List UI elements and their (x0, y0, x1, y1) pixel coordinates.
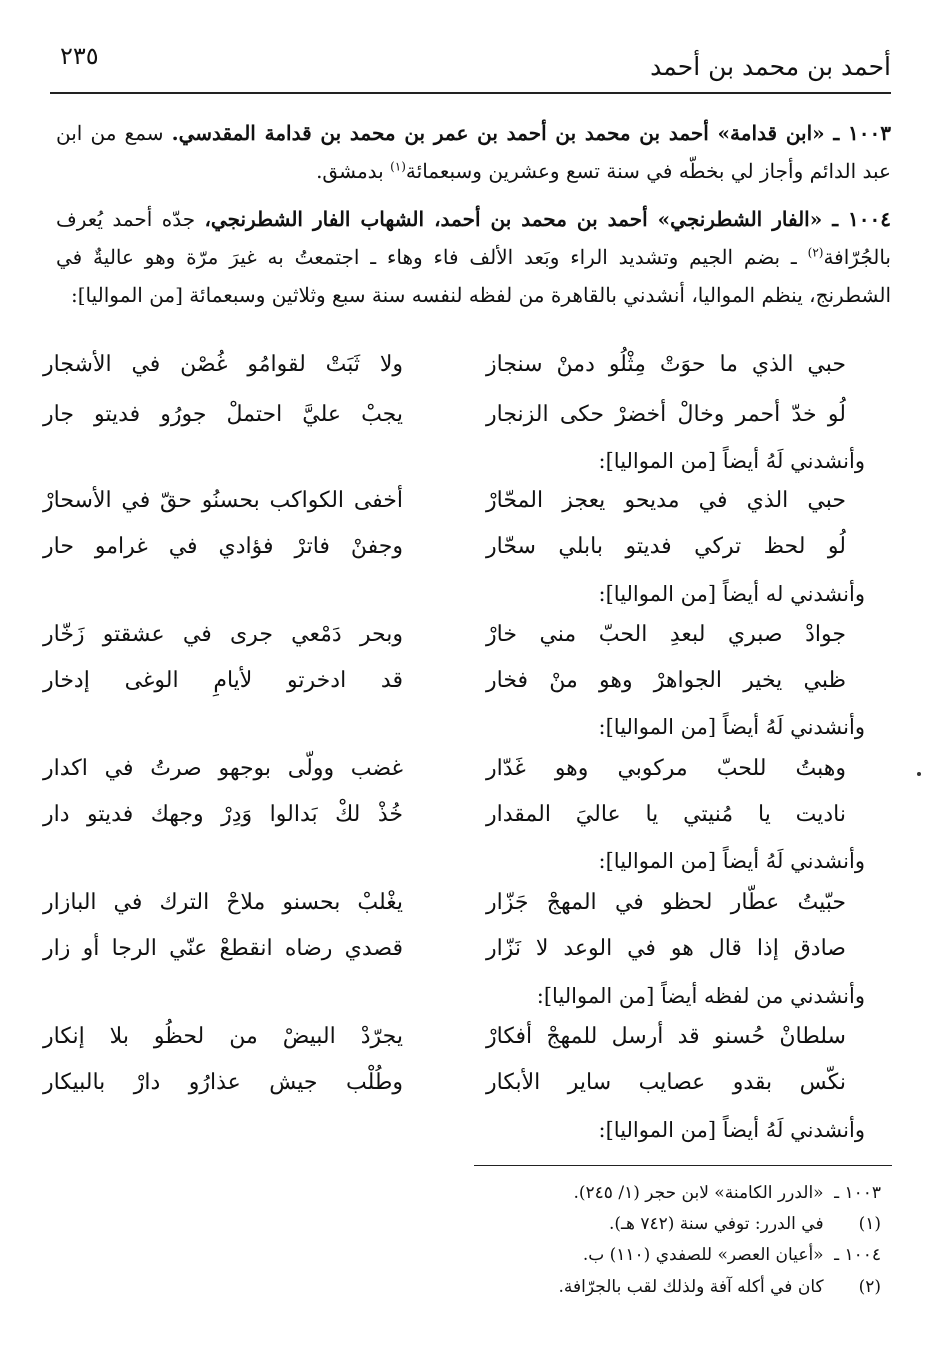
entry-1004-text: جدّه أحمد يُعرف بالجُرّافة (56, 207, 891, 269)
verse-hemistich-first: سلطانْ حُسنو قد أرسل للمهجْ أفكارْ (486, 1024, 846, 1049)
entry-1004 (56, 200, 891, 314)
footnote-key: ١٠٠٤ ـ (834, 1245, 881, 1265)
footnote (609, 1214, 881, 1234)
verse-hemistich-second: قد ادخرتو لأيامِ الوغى إدخار (43, 668, 403, 693)
verse-line (43, 890, 891, 930)
entry-1003 (56, 114, 891, 190)
poem-intro: وأنشدني لَهُ أيضاً [من المواليا]: (598, 449, 865, 473)
verse-line (43, 756, 891, 796)
verse-line (43, 402, 891, 442)
verse-line (43, 1070, 891, 1110)
poem-intro: وأنشدني لَهُ أيضاً [من المواليا]: (598, 1118, 865, 1142)
poem-intro: وأنشدني لَهُ أيضاً [من المواليا]: (598, 849, 865, 873)
verse-hemistich-first: حبي الذي ما حوَتْ مِثْلُو دمنْ سنجاز (486, 352, 846, 377)
running-header-title: أحمد بن محمد بن أحمد (650, 52, 891, 81)
entry-1003-text: سمع من ابن عبد الدائم وأجاز لي بخطّه في سنة تسع وعشرين وسبعمائة (56, 121, 891, 183)
footnote-text: «أعيان العصر» للصفدي (١١٠) ب. (582, 1245, 824, 1265)
verse-line (43, 534, 891, 574)
print-speck (917, 772, 921, 776)
footnote-text: «الدرر الكامنة» لابن حجر (١/ ٢٤٥). (573, 1183, 824, 1203)
poem-intro: وأنشدني لَهُ أيضاً [من المواليا]: (598, 715, 865, 739)
verse-hemistich-second: وبحر دَمْعي جرى في عشقتو زَخّار (43, 622, 403, 647)
footnote-key: ١٠٠٣ ـ (834, 1183, 881, 1203)
footnote (583, 1245, 881, 1265)
header-rule (50, 92, 891, 94)
footnote (574, 1183, 882, 1203)
footnote-ref-1[interactable]: (١) (390, 159, 406, 174)
verse-hemistich-second: وطُلْب جيش عذارُو دارْ بالبيكار (43, 1070, 403, 1095)
verse-line (43, 936, 891, 976)
verse-hemistich-first: صادق إذا قال هو في الوعد لا نَزّار (486, 936, 846, 961)
verse-hemistich-first: لُو لحظ تركي فديتو بابلي سحّار (486, 534, 846, 559)
verse-line (43, 1024, 891, 1064)
footnote (558, 1277, 881, 1297)
verse-hemistich-first: حبّيتُ عطّار لحظو في المهجْ جَزّار (486, 890, 846, 915)
verse-hemistich-first: لُو خدّ أحمر وخالْ أخضرْ حكى الزنجار (486, 402, 846, 427)
verse-hemistich-second: خُذْ لكْ بَدالوا وَدِرْ وجهك فديتو دار (43, 802, 403, 827)
verse-hemistich-first: حبي الذي في مديحو يعجز المحّارْ (486, 488, 846, 513)
verse-hemistich-second: وجفنْ فاترْ فؤادي في غرامو حار (43, 534, 403, 559)
footnote-key: (١) (858, 1214, 881, 1234)
verse-line (43, 352, 891, 392)
footnote-ref-2[interactable]: (٢) (807, 245, 824, 260)
verse-hemistich-first: نكّس بقدو عصايب ساير الأبكار (486, 1070, 846, 1095)
verse-hemistich-second: يجبْ عليَّ احتملْ جورُو فديتو جار (43, 402, 403, 427)
footnote-rule (474, 1165, 892, 1166)
verse-hemistich-first: جوادْ صبري لبعدِ الحبّ مني خارْ (486, 622, 846, 647)
footnote-text: كان في أكله آفة ولذلك لقب بالجرّافة. (558, 1277, 824, 1297)
verse-line (43, 622, 891, 662)
verse-line (43, 668, 891, 708)
verse-hemistich-second: أخفى الكواكب بحسنُو حقّ في الأسحارْ (43, 488, 403, 513)
footnote-key: (٢) (858, 1277, 881, 1297)
verse-line (43, 488, 891, 528)
poem-intro: وأنشدني من لفظه أيضاً [من المواليا]: (536, 984, 865, 1008)
verse-hemistich-second: قصدي رضاه انقطعْ عنّي الرجا أو زار (43, 936, 403, 961)
poem-intro: وأنشدني له أيضاً [من المواليا]: (598, 582, 865, 606)
verse-hemistich-first: ناديت يا مُنيتي يا عاليَ المقدار (486, 802, 846, 827)
footnote-text: في الدرر: توفي سنة (٧٤٢ هـ). (608, 1214, 824, 1234)
entry-1003-heading: ١٠٠٣ ـ «ابن قدامة» أحمد بن محمد بن أحمد بن عمر بن محمد بن قدامة المقدسي. (171, 121, 891, 145)
page-number: ٢٣٥ (60, 42, 99, 70)
verse-hemistich-second: غضب وولّى بوجهو صرتُ في اكدار (43, 756, 403, 781)
entry-1004-text-end: ـ بضم الجيم وتشديد الراء وبَعد الألف فاء وهاء ـ اجتمعتُ به غيرَ مرّة وهو عاليةٌ في الشطرنج، ينظم المواليا، أنشدني بالقاهرة من لفظه لنفسه سنة سبع وثلاثين وسبعمائة [من المواليا]: (56, 245, 891, 307)
entry-1004-heading: ١٠٠٤ ـ «الفار الشطرنجي» أحمد بن محمد بن أحمد، الشهاب الفار الشطرنجي، (204, 207, 892, 231)
verse-hemistich-first: وهبتُ للحبّ مركوبي وهو غَدّار (486, 756, 846, 781)
verse-hemistich-second: يغْلبْ بحسنو ملاحْ الترك في البازار (43, 890, 403, 915)
entry-1003-text-end: بدمشق. (316, 159, 391, 183)
verse-hemistich-second: يجرّدْ البيضْ من لحظُو بلا إنكار (43, 1024, 403, 1049)
verse-hemistich-first: ظبي يخير الجواهرْ وهو منْ فخار (486, 668, 846, 693)
verse-hemistich-second: ولا ثَبَتْ لقوامُو غُصْن في الأشجار (43, 352, 403, 377)
verse-line (43, 802, 891, 842)
